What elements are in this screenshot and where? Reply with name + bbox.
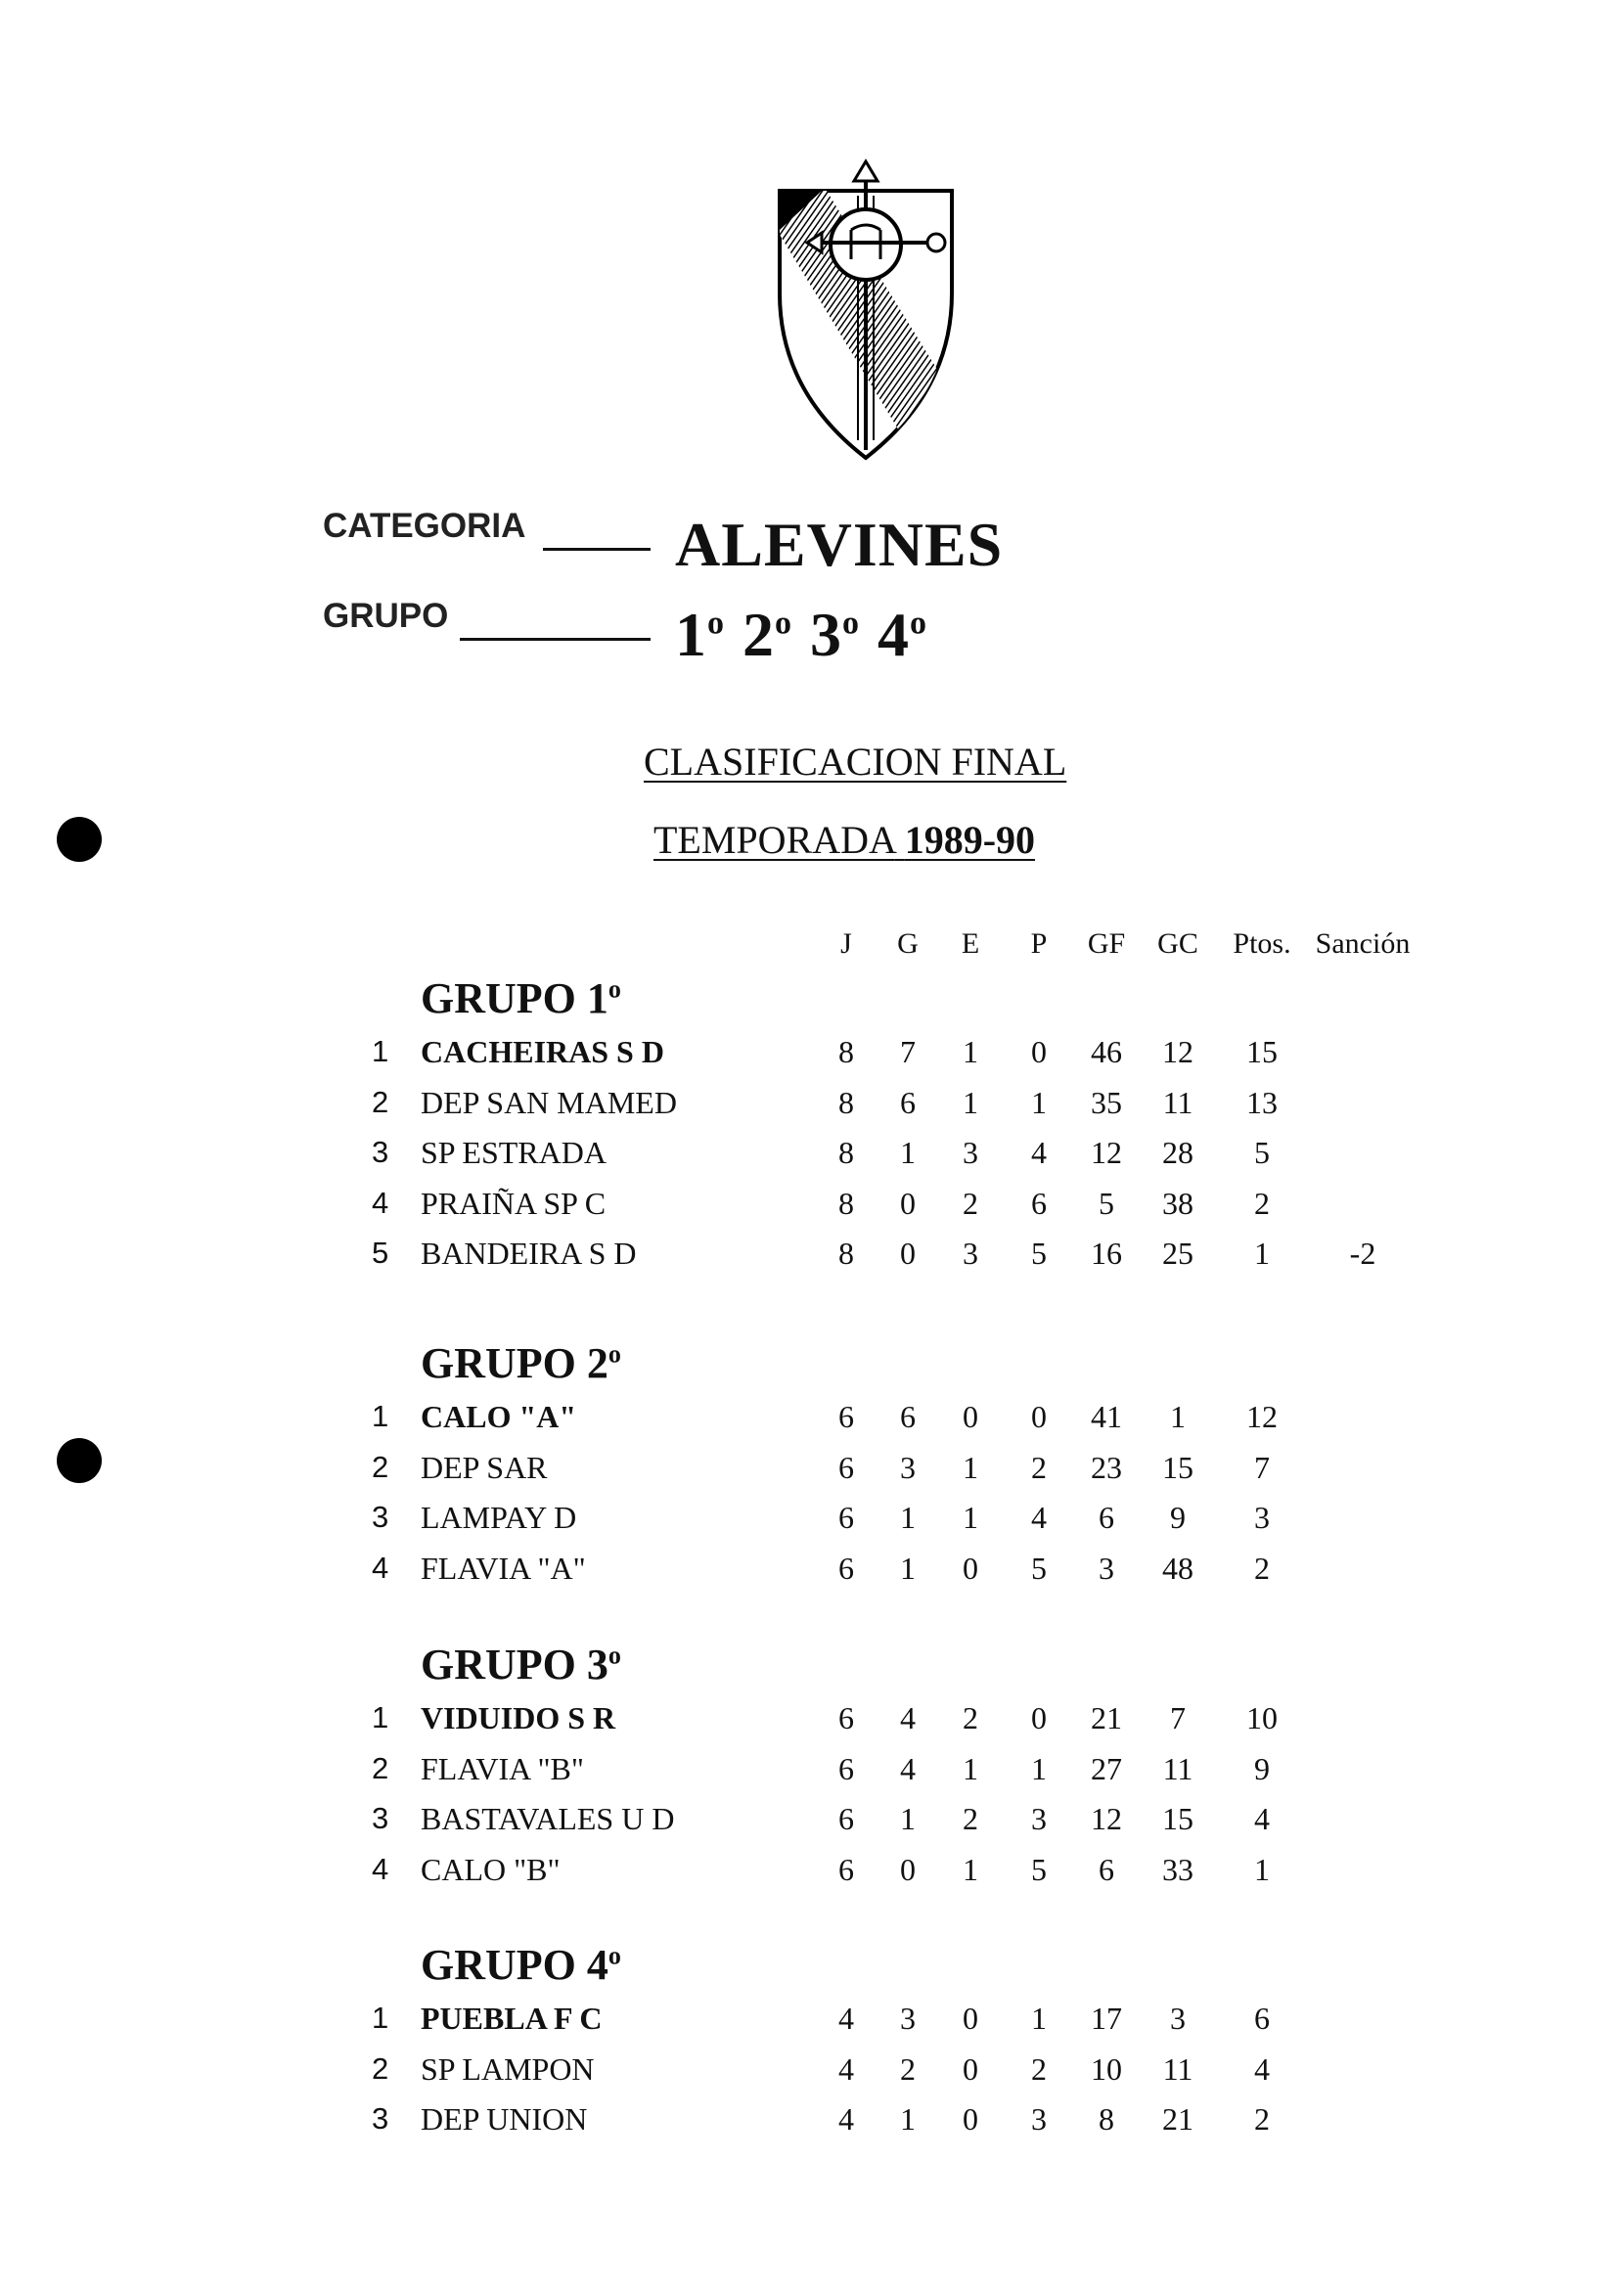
row-cell-j: 6 [838,1500,854,1536]
group-title [421,1338,621,1388]
row-cell-gc: 38 [1162,1185,1193,1221]
row-position: 1 [372,1034,389,1068]
row-cell-ptos: 2 [1254,1550,1270,1586]
row-cell-sancion: -2 [1349,1236,1376,1272]
row-cell-ptos: 4 [1254,2050,1270,2087]
row-team-name: CACHEIRAS S D [421,1034,664,1069]
row-cell-gf: 46 [1091,1034,1122,1069]
row-cell-g: 2 [900,2050,916,2087]
group-title-text: GRUPO 3 [421,1641,608,1688]
table-row [0,1085,1620,1134]
row-team-name: PRAIÑA SP C [421,1185,607,1221]
row-cell-gc: 11 [1162,1750,1193,1786]
grupo-ordinal-number: 4 [878,600,910,669]
row-team-name: SP ESTRADA [421,1135,607,1171]
row-cell-p: 1 [1031,1084,1047,1120]
row-team-name: LAMPAY D [421,1500,577,1536]
row-cell-e: 2 [963,1700,978,1735]
document-title: CLASIFICACION FINAL [644,740,1067,784]
table-row [0,1135,1620,1184]
row-cell-j: 4 [838,2001,854,2036]
row-team-name: CALO "B" [421,1851,561,1887]
row-position: 3 [372,2101,389,2137]
grupo-ordinal [675,600,725,669]
row-cell-g: 6 [900,1084,916,1120]
row-cell-gf: 16 [1091,1236,1122,1272]
table-row [0,1700,1620,1749]
table-row [0,1852,1620,1901]
grupo-ordinal-number: 2 [742,600,775,669]
categoria-value: ALEVINES [675,510,1004,579]
row-team-name: DEP SAR [421,1449,548,1485]
grupo-ordinal-suffix: o [842,605,860,642]
row-position: 1 [372,2001,389,2035]
row-cell-gc: 15 [1162,1801,1193,1837]
row-team-name: DEP UNION [421,2101,588,2138]
row-cell-j: 6 [838,1851,854,1887]
row-cell-ptos: 1 [1254,1851,1270,1887]
row-cell-gc: 1 [1170,1399,1186,1434]
row-cell-gf: 12 [1091,1135,1122,1171]
row-position: 2 [372,2050,389,2086]
row-cell-gc: 12 [1162,1034,1193,1069]
column-header-p: P [1030,927,1048,960]
row-cell-p: 5 [1031,1236,1047,1272]
row-cell-j: 8 [838,1135,854,1171]
row-cell-j: 8 [838,1185,854,1221]
table-row [0,2051,1620,2100]
column-header-sancion: Sanción [1315,927,1411,960]
row-cell-e: 1 [963,1034,978,1069]
row-cell-p: 3 [1031,1801,1047,1837]
row-team-name: VIDUIDO S R [421,1700,616,1735]
row-cell-e: 1 [963,1500,978,1536]
row-cell-ptos: 2 [1254,2101,1270,2138]
table-row [0,1399,1620,1448]
grupo-ordinal-suffix: o [707,605,725,642]
row-cell-gc: 21 [1162,2101,1193,2138]
table-row [0,1751,1620,1800]
row-cell-g: 1 [900,2101,916,2138]
row-cell-e: 0 [963,2001,978,2036]
row-cell-g: 0 [900,1851,916,1887]
row-team-name: DEP SAN MAMED [421,1084,677,1120]
row-cell-ptos: 9 [1254,1750,1270,1786]
row-cell-p: 5 [1031,1550,1047,1586]
row-cell-gf: 41 [1091,1399,1122,1434]
row-cell-g: 4 [900,1750,916,1786]
grupo-ordinal [878,600,927,669]
row-cell-e: 1 [963,1449,978,1485]
row-team-name: PUEBLA F C [421,2001,603,2036]
group-title [421,1640,621,1689]
row-team-name: BASTAVALES U D [421,1801,675,1837]
row-team-name: CALO "A" [421,1399,577,1434]
row-cell-e: 2 [963,1185,978,1221]
row-cell-p: 3 [1031,2101,1047,2138]
row-cell-p: 0 [1031,1399,1047,1434]
group-title-text: GRUPO 1 [421,974,608,1022]
row-cell-ptos: 1 [1254,1236,1270,1272]
row-position: 4 [372,1550,389,1585]
row-cell-gf: 23 [1091,1449,1122,1485]
row-cell-gf: 5 [1099,1185,1114,1221]
row-cell-p: 1 [1031,1750,1047,1786]
row-cell-gc: 11 [1162,1084,1193,1120]
column-header-ptos: Ptos. [1233,927,1291,960]
group-title-ordinal: o [608,974,621,1004]
row-cell-g: 3 [900,1449,916,1485]
column-header-gc: GC [1157,927,1198,960]
row-cell-e: 2 [963,1801,978,1837]
group-title [421,1940,621,1990]
row-team-name: SP LAMPON [421,2050,595,2087]
row-cell-j: 8 [838,1084,854,1120]
row-cell-gf: 17 [1091,2001,1122,2036]
grupo-ordinal-number: 1 [675,600,707,669]
grupo-ordinal-suffix: o [910,605,927,642]
column-header-gf: GF [1087,927,1126,960]
row-position: 4 [372,1185,389,1220]
row-cell-p: 0 [1031,1700,1047,1735]
row-cell-g: 7 [900,1034,916,1069]
row-cell-e: 0 [963,2101,978,2138]
table-row [0,1450,1620,1499]
row-cell-ptos: 3 [1254,1500,1270,1536]
row-team-name: FLAVIA "A" [421,1550,586,1586]
row-cell-gc: 33 [1162,1851,1193,1887]
group-title-ordinal: o [608,1641,621,1670]
row-cell-g: 0 [900,1236,916,1272]
group-title [421,973,621,1023]
table-row [0,2101,1620,2150]
table-row [0,1551,1620,1599]
row-cell-g: 1 [900,1801,916,1837]
row-cell-gf: 10 [1091,2050,1122,2087]
row-cell-gf: 35 [1091,1084,1122,1120]
row-cell-j: 6 [838,1750,854,1786]
row-cell-gc: 3 [1170,2001,1186,2036]
row-cell-ptos: 2 [1254,1185,1270,1221]
row-cell-gf: 3 [1099,1550,1114,1586]
row-cell-g: 1 [900,1500,916,1536]
grupo-value [675,599,945,671]
row-cell-g: 1 [900,1550,916,1586]
row-cell-j: 8 [838,1034,854,1069]
row-cell-ptos: 13 [1246,1084,1278,1120]
row-cell-ptos: 15 [1246,1034,1278,1069]
club-crest-logo [768,157,964,465]
grupo-line [460,638,651,641]
row-cell-j: 8 [838,1236,854,1272]
row-position: 1 [372,1399,389,1433]
row-cell-p: 4 [1031,1500,1047,1536]
column-header-e: E [961,927,980,960]
row-position: 1 [372,1700,389,1734]
group-title-ordinal: o [608,1941,621,1970]
row-cell-gf: 6 [1099,1500,1114,1536]
row-cell-gc: 11 [1162,2050,1193,2087]
row-cell-p: 2 [1031,1449,1047,1485]
row-cell-g: 6 [900,1399,916,1434]
row-cell-gf: 12 [1091,1801,1122,1837]
row-cell-e: 1 [963,1084,978,1120]
row-cell-gc: 9 [1170,1500,1186,1536]
grupo-ordinal [742,600,792,669]
row-cell-ptos: 4 [1254,1801,1270,1837]
row-cell-e: 1 [963,1750,978,1786]
row-cell-e: 1 [963,1851,978,1887]
row-cell-e: 0 [963,2050,978,2087]
row-cell-j: 4 [838,2101,854,2138]
punch-hole-top [57,817,102,862]
row-cell-p: 5 [1031,1851,1047,1887]
categoria-label: CATEGORIA [323,507,526,545]
row-cell-ptos: 6 [1254,2001,1270,2036]
column-header-g: G [897,927,919,960]
row-cell-e: 3 [963,1236,978,1272]
row-cell-ptos: 5 [1254,1135,1270,1171]
row-cell-g: 3 [900,2001,916,2036]
row-cell-j: 6 [838,1801,854,1837]
row-position: 3 [372,1500,389,1535]
row-cell-ptos: 7 [1254,1449,1270,1485]
table-row [0,1500,1620,1549]
row-position: 2 [372,1750,389,1785]
table-row [0,2001,1620,2049]
row-cell-p: 6 [1031,1185,1047,1221]
row-cell-j: 6 [838,1399,854,1434]
row-cell-g: 0 [900,1185,916,1221]
row-cell-e: 0 [963,1550,978,1586]
grupo-ordinal-suffix: o [775,605,792,642]
row-cell-gf: 27 [1091,1750,1122,1786]
group-title-text: GRUPO 4 [421,1941,608,1989]
row-cell-p: 4 [1031,1135,1047,1171]
season-label: TEMPORADA [653,818,895,862]
row-position: 2 [372,1084,389,1119]
row-cell-gc: 25 [1162,1236,1193,1272]
row-cell-ptos: 10 [1246,1700,1278,1735]
row-position: 5 [372,1236,389,1271]
season-line [653,817,1035,863]
row-cell-g: 1 [900,1135,916,1171]
group-title-text: GRUPO 2 [421,1339,608,1387]
categoria-line [543,548,651,551]
grupo-label: GRUPO [323,597,449,635]
row-cell-gc: 7 [1170,1700,1186,1735]
table-row [0,1801,1620,1850]
row-cell-e: 3 [963,1135,978,1171]
row-cell-gf: 8 [1099,2101,1114,2138]
group-title-ordinal: o [608,1339,621,1369]
grupo-ordinal-number: 3 [810,600,842,669]
row-cell-j: 6 [838,1550,854,1586]
row-cell-j: 4 [838,2050,854,2087]
row-cell-gc: 28 [1162,1135,1193,1171]
row-cell-gc: 48 [1162,1550,1193,1586]
row-cell-p: 1 [1031,2001,1047,2036]
table-row [0,1034,1620,1083]
table-row [0,1186,1620,1235]
row-position: 2 [372,1449,389,1484]
row-cell-p: 2 [1031,2050,1047,2087]
row-cell-gf: 6 [1099,1851,1114,1887]
table-row [0,1236,1620,1284]
column-header-j: J [840,927,852,960]
row-position: 3 [372,1801,389,1836]
row-cell-ptos: 12 [1246,1399,1278,1434]
row-position: 3 [372,1135,389,1170]
row-position: 4 [372,1851,389,1886]
grupo-ordinal [810,600,860,669]
season-value: 1989-90 [904,818,1036,862]
row-cell-j: 6 [838,1449,854,1485]
row-team-name: BANDEIRA S D [421,1236,637,1272]
row-cell-gf: 21 [1091,1700,1122,1735]
row-cell-g: 4 [900,1700,916,1735]
row-cell-p: 0 [1031,1034,1047,1069]
row-cell-e: 0 [963,1399,978,1434]
row-cell-j: 6 [838,1700,854,1735]
row-team-name: FLAVIA "B" [421,1750,584,1786]
row-cell-gc: 15 [1162,1449,1193,1485]
